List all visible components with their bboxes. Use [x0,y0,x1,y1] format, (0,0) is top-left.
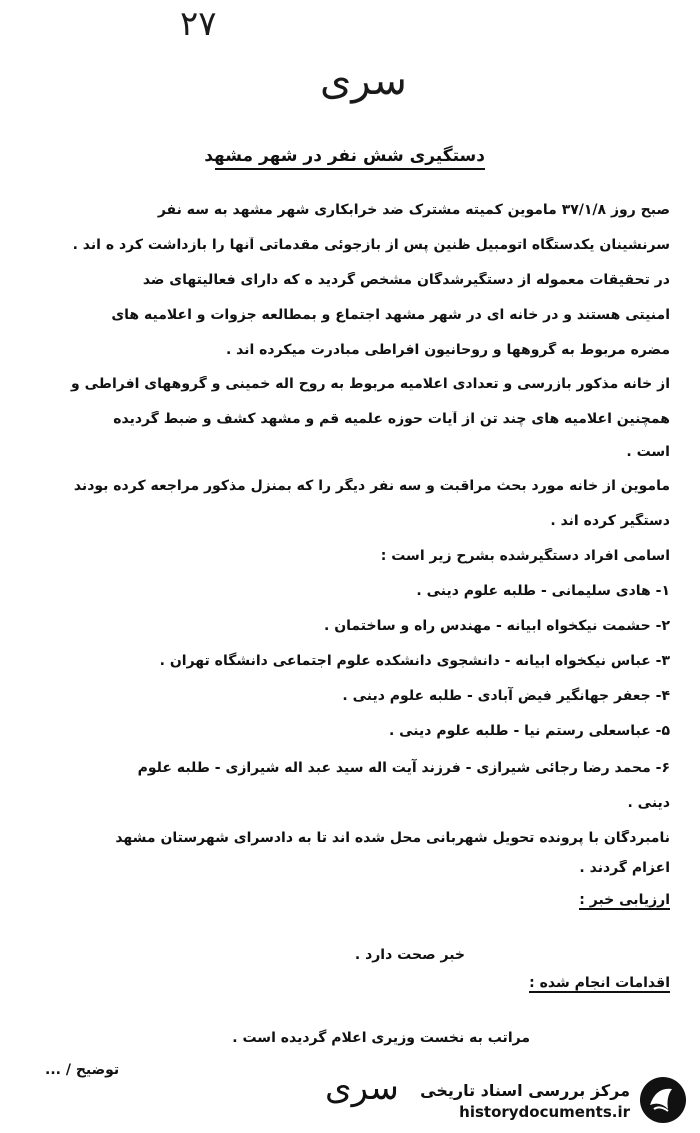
body-line: سرنشینان یکدستگاه اتومبیل ظنین پس از بازجوئی مقدماتی آنها را بازداشت کرد ه اند . [72,237,670,253]
body-line: از خانه مذکور بازرسی و تعدادی اعلامیه مربوط به روح اله خمینی و گروههای افراطی و [71,376,670,392]
body-line: مضره مربوط به گروهها و روحانیون افراطی مبادرت میکرده اند . [225,342,670,358]
explanation-label: توضیح / ... [45,1062,120,1078]
actions-label: اقدامات انجام شده : [529,975,670,991]
evaluation-label: ارزیابی خبر : [579,892,670,908]
evaluation-value: خبر صحت دارد . [354,947,465,963]
body-line: امنیتی هستند و در خانه ای در شهر مشهد اجتماع و بمطالعه جزوات و اعلامیه های [111,307,670,323]
watermark-name: مرکز بررسی اسناد تاریخی [420,1081,630,1100]
classification-stamp-bottom: سری [325,1068,399,1108]
archive-logo-icon [638,1075,688,1125]
body-line: است . [626,444,670,460]
detainee-item: ۶- محمد رضا رجائی شیرازی - فرزند آیت اله سید عبد اله شیرازی - طلبه علوم [137,760,670,776]
detainee-item: ۳- عباس نیکخواه ابیانه - دانشجوی دانشکده علوم اجتماعی دانشگاه تهران . [159,653,670,669]
watermark-url: historydocuments.ir [459,1103,630,1121]
closing-line: نامبردگان با پرونده تحویل شهربانی محل شده اند تا به دادسرای شهرستان مشهد [115,830,670,846]
closing-line: اعزام گردند . [579,860,670,876]
detainee-item: ۴- جعفر جهانگیر فیض آبادی - طلبه علوم دینی . [342,688,670,704]
detainee-item: ۵- عباسعلی رستم نیا - طلبه علوم دینی . [388,723,670,739]
document-title: دستگیری شش نفر در شهر مشهد [215,146,485,170]
body-line: صبح روز ۳۷/۱/۸ ماموین کمیته مشترک ضد خرابکاری شهر مشهد به سه نفر [157,202,670,218]
detainee-item: ۲- حشمت نیکخواه ابیانه - مهندس راه و ساختمان . [324,618,670,634]
body-line: دستگیر کرده اند . [550,513,670,529]
body-line: اسامی افراد دستگیرشده بشرح زیر است : [380,548,670,564]
page-number: ۲۷ [180,4,217,44]
classification-stamp-top: سری [320,58,407,104]
footer-note: مراتب به نخست وزیری اعلام گردیده است . [232,1030,530,1046]
body-line: ماموین از خانه مورد بحث مراقبت و سه نفر دیگر را که بمنزل مذکور مراجعه کرده بودند [73,478,670,494]
detainee-item: دینی . [627,795,670,811]
detainee-item: ۱- هادی سلیمانی - طلبه علوم دینی . [416,583,670,599]
watermark [420,1073,690,1129]
body-line: در تحقیقات معموله از دستگیرشدگان مشخص گردید ه که دارای فعالیتهای ضد [142,272,670,288]
body-line: همچنین اعلامیه های چند تن از آیات حوزه علمیه قم و مشهد کشف و ضبط گردیده [113,411,670,427]
